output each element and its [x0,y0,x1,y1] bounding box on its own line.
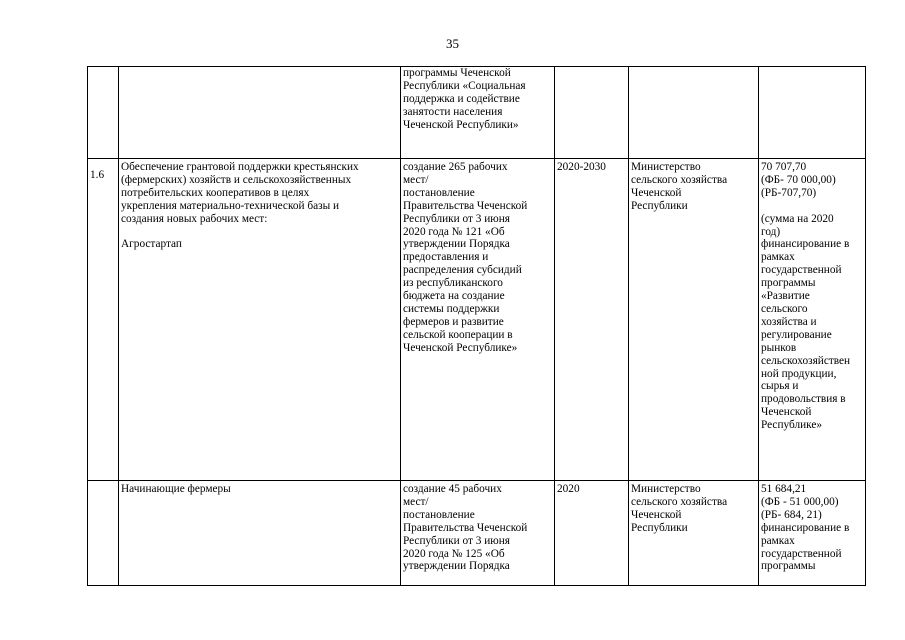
funding-cell: 51 684,21 (ФБ - 51 000,00) (РБ- 684, 21) финансирование в рамках государственной программы [759,481,866,586]
period-cell [555,67,629,159]
funding-cell: 70 707,70 (ФБ- 70 000,00) (РБ-707,70) (сумма на 2020 год) финансирование в рамках государственной программы «Развитие сельского хозяйства и регулирование рынков сельскохозяйствен ной продукции, сырья и продовольствия в Чеченской Республике» [759,159,866,481]
measure-name-cell: Начинающие фермеры [119,481,401,586]
executor-cell [629,67,759,159]
period-cell: 2020 [555,481,629,586]
funding-cell [759,67,866,159]
row-number-cell [88,481,119,586]
table-row [88,67,866,159]
result-cell: создание 45 рабочих мест/ постановление Правительства Чеченской Республики от 3 июня 2020 года № 125 «Об утверждении Порядка [401,481,555,586]
result-cell: создание 265 рабочих мест/ постановление Правительства Чеченской Республики от 3 июня 2020 года № 121 «Об утверждении Порядка предоставления и распределения субсидий из республиканского бюджета на создание системы поддержки фермеров и развитие сельской кооперации в Чеченской Республике» [401,159,555,481]
executor-cell: Министерство сельского хозяйства Чеченской Республики [629,159,759,481]
measure-name-cell [119,67,401,159]
measures-table [87,66,866,586]
result-cell: программы Чеченской Республики «Социальная поддержка и содействие занятости населения Чеченской Республики» [401,67,555,159]
measure-name-cell: Обеспечение грантовой поддержки крестьянских (фермерских) хозяйств и сельскохозяйственных потребительских кооперативов в целях укрепления материально-технической базы и создания новых рабочих мест: Агростартап [119,159,401,481]
period-cell: 2020-2030 [555,159,629,481]
page-number: 35 [446,36,459,51]
row-number-cell [88,67,119,159]
table-row [88,159,866,481]
table-row [88,481,866,586]
row-number-cell: 1.6 [88,159,119,481]
executor-cell: Министерство сельского хозяйства Чеченской Республики [629,481,759,586]
